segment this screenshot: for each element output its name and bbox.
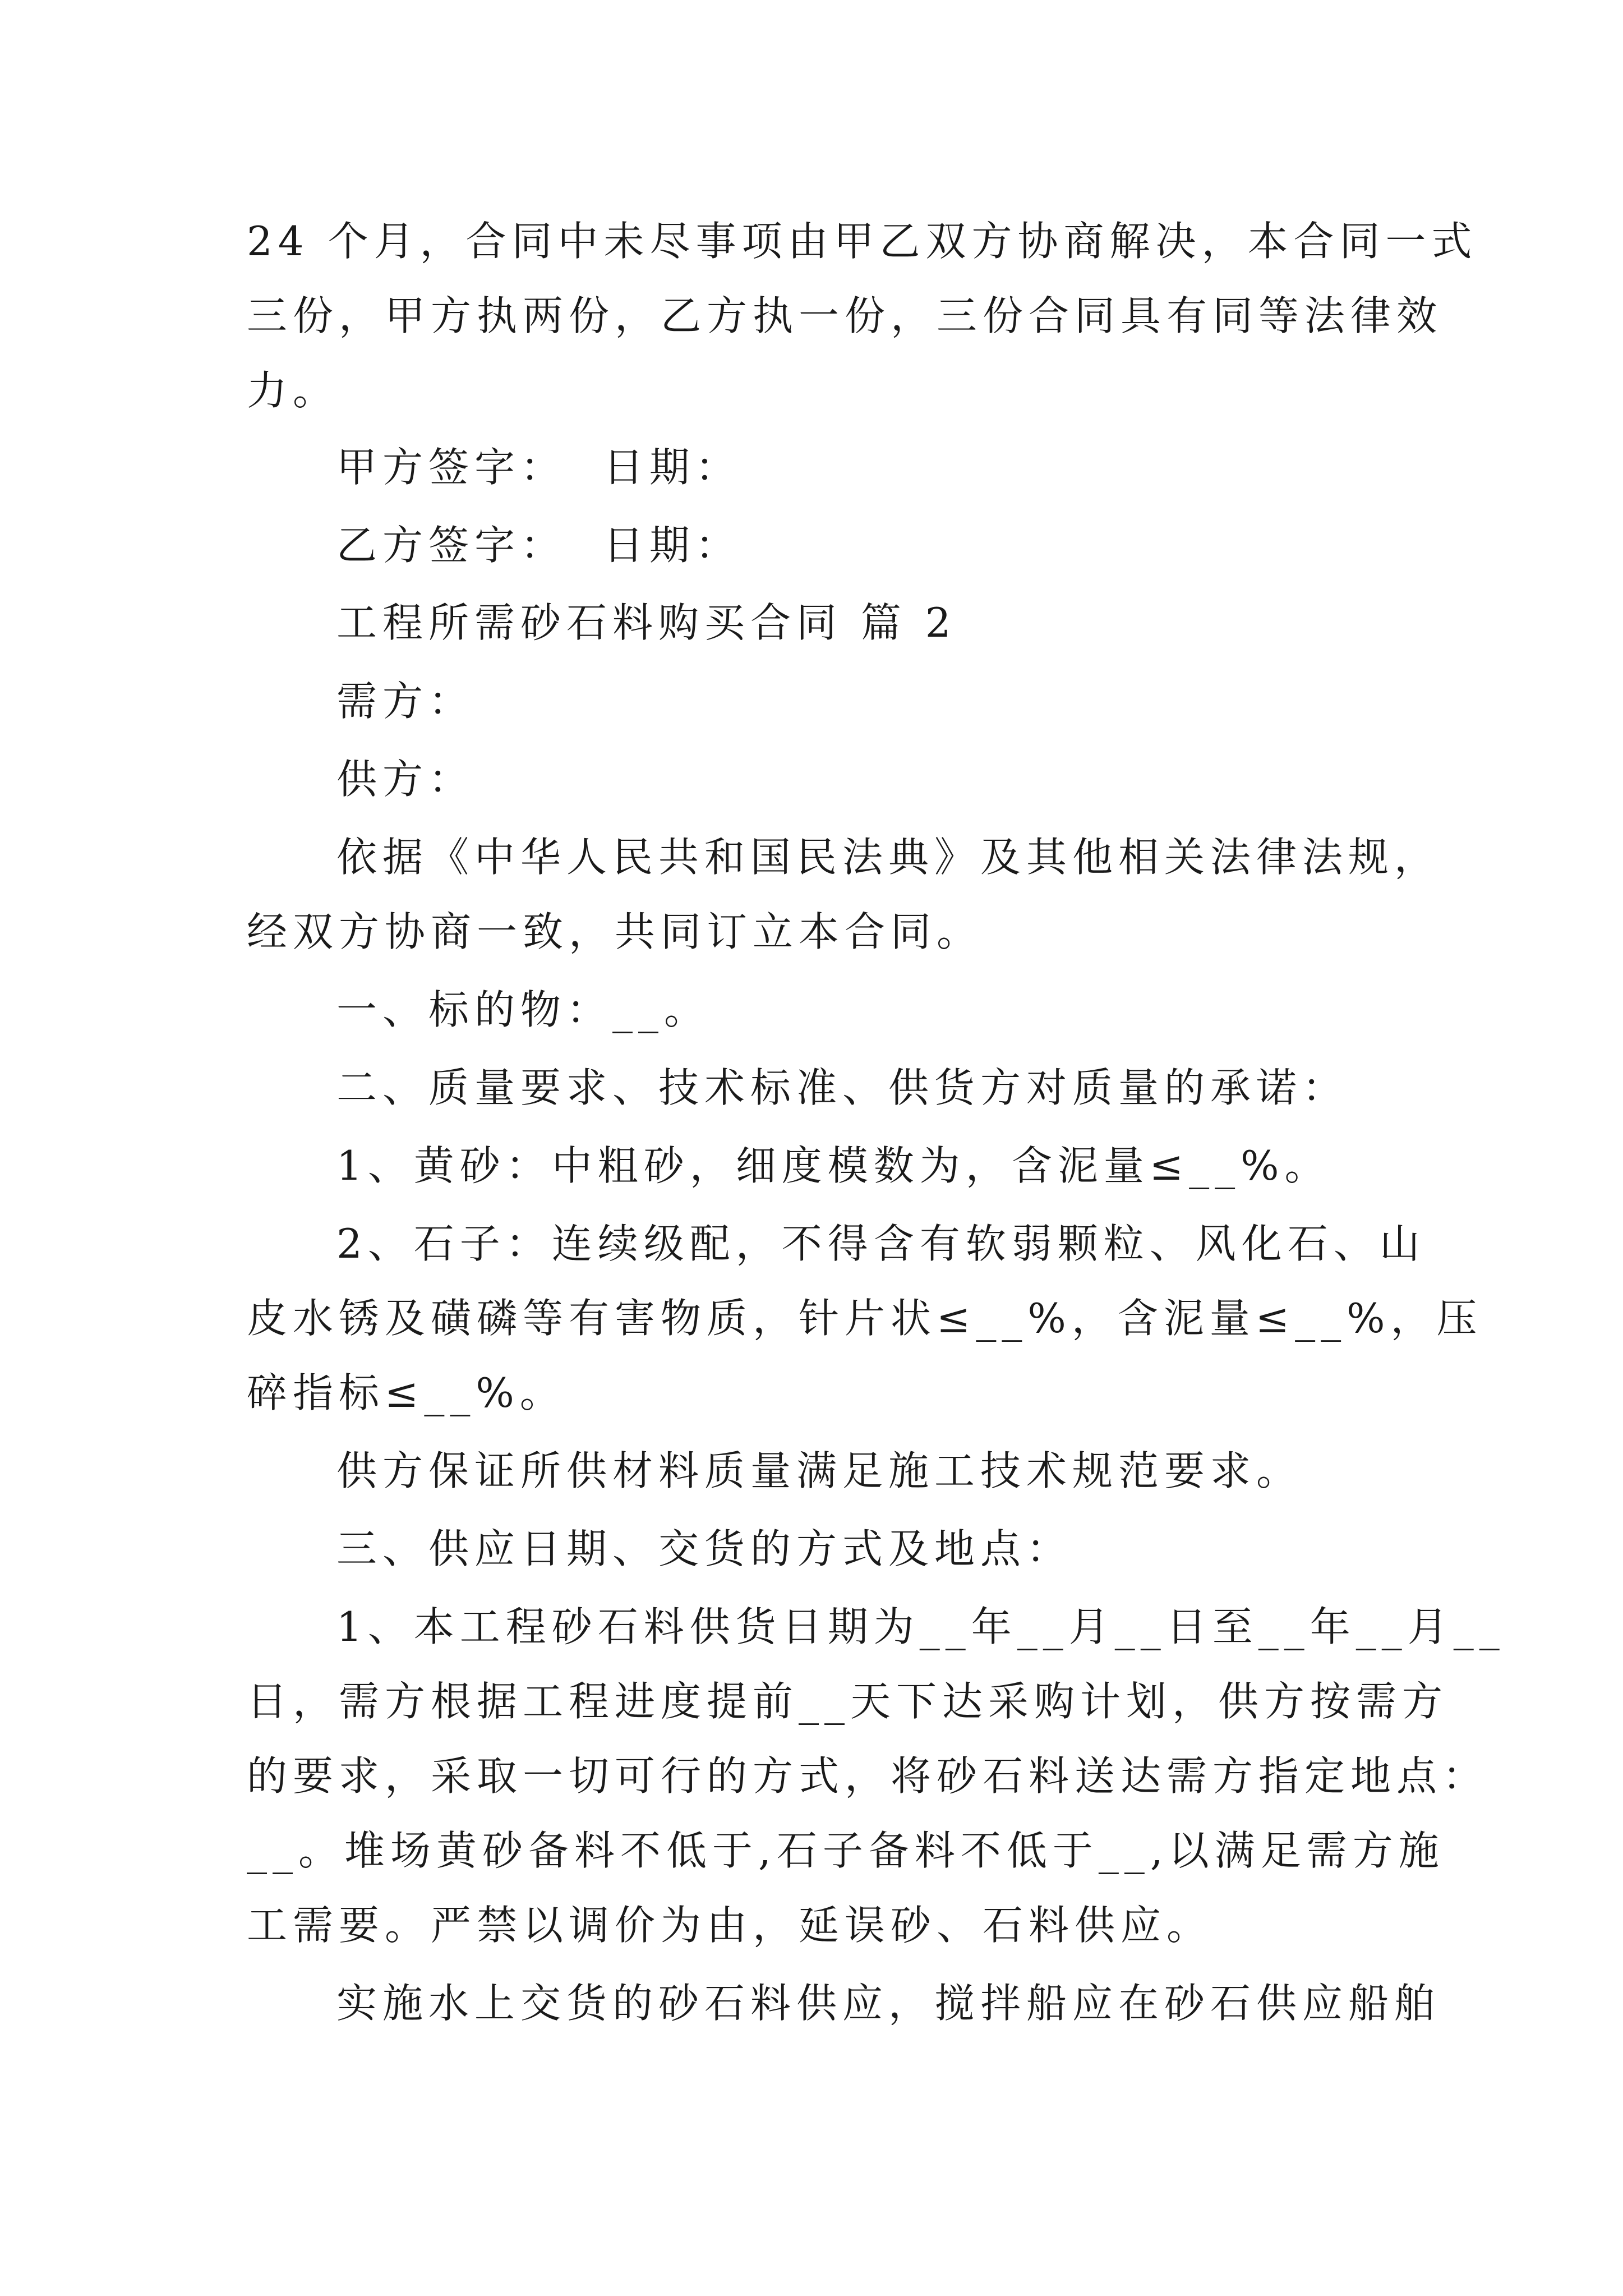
signature-line-party-b: 乙方签字： 日期： [336, 522, 741, 569]
paragraph-line: 力。 [247, 367, 339, 414]
section-title: 工程所需砂石料购买合同 篇 2 [336, 599, 957, 646]
paragraph-line: 依据《中华人民共和国民法典》及其他相关法律法规， [336, 834, 1441, 881]
signature-line-party-a: 甲方签字： 日期： [336, 444, 741, 491]
clause-heading: 三、供应日期、交货的方式及地点： [336, 1525, 1073, 1572]
paragraph-line: 供方保证所供材料质量满足施工技术规范要求。 [336, 1447, 1303, 1494]
paragraph-line: 的要求，采取一切可行的方式，将砂石料送达需方指定地点： [247, 1752, 1489, 1800]
paragraph-line: 经双方协商一致，共同订立本合同。 [247, 908, 983, 955]
clause-heading: 一、标的物：__。 [336, 986, 711, 1033]
paragraph-line: 24 个月，合同中未尽事项由甲乙双方协商解决，本合同一式 [247, 218, 1478, 265]
clause-item: 2、石子：连续级配，不得含有软弱颗粒、风化石、山 [336, 1220, 1426, 1267]
supplier-label: 供方： [336, 756, 475, 803]
paragraph-line: 三份，甲方执两份，乙方执一份，三份合同具有同等法律效 [247, 292, 1443, 339]
paragraph-line: 实施水上交货的砂石料供应，搅拌船应在砂石供应船舶 [336, 1980, 1441, 2027]
paragraph-line: 日，需方根据工程进度提前__天下达采购计划，供方按需方 [247, 1678, 1449, 1725]
paragraph-line: __。堆场黄砂备料不低于,石子备料不低于__,以满足需方施 [247, 1827, 1445, 1874]
clause-item: 1、黄砂：中粗砂，细度模数为，含泥量≤__%。 [336, 1142, 1331, 1189]
clause-item: 1、本工程砂石料供货日期为__年__月__日至__年__月__ [336, 1603, 1505, 1650]
paragraph-line: 工需要。严禁以调价为由，延误砂、石料供应。 [247, 1902, 1213, 1949]
buyer-label: 需方： [336, 678, 475, 725]
paragraph-line: 皮水锈及磺磷等有害物质，针片状≤__%，含泥量≤__%，压 [247, 1295, 1483, 1342]
clause-heading: 二、质量要求、技术标准、供货方对质量的承诺： [336, 1064, 1349, 1111]
paragraph-line: 碎指标≤__%。 [247, 1369, 566, 1416]
